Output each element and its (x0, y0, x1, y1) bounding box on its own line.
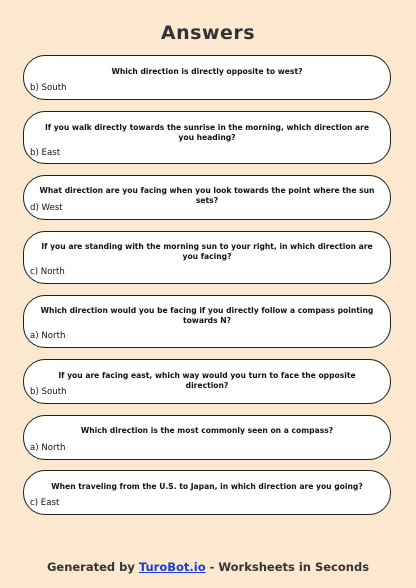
question-text: Which direction is the most commonly seen on a compass? (80, 426, 334, 435)
answer-card-6 (23, 359, 391, 404)
question-text: Which direction would you be facing if you directly follow a compass pointing towards N? (40, 306, 374, 325)
footer-suffix: - Worksheets in Seconds (205, 560, 370, 574)
answer-card-3 (23, 175, 391, 220)
answer-text: c) North (30, 267, 65, 277)
question-text: Which direction is directly opposite to west? (111, 67, 303, 76)
answer-card-5 (23, 295, 391, 348)
footer-prefix: Generated by (46, 560, 139, 574)
answer-card-7 (23, 415, 391, 460)
answer-text: d) West (30, 203, 63, 213)
answer-card-4 (23, 231, 391, 284)
answer-text: b) South (30, 387, 67, 397)
question-text: When traveling from the U.S. to Japan, in which direction are you going? (51, 482, 363, 491)
footer (0, 560, 416, 574)
answer-text: b) East (30, 148, 61, 158)
question-text: If you are facing east, which way would you turn to face the opposite direction? (58, 371, 356, 390)
question-text: What direction are you facing when you look towards the point where the sun sets? (39, 186, 375, 205)
answer-text: b) South (30, 83, 67, 93)
page-title: Answers (160, 22, 256, 44)
question-text: If you are standing with the morning sun to your right, in which direction are you facing? (41, 242, 373, 261)
turobot-link[interactable]: TuroBot.io (138, 560, 206, 574)
answer-card-2 (23, 111, 391, 164)
answer-text: c) East (30, 498, 60, 508)
question-text: If you walk directly towards the sunrise in the morning, which direction are you heading? (44, 123, 370, 142)
answer-card-1 (23, 55, 391, 100)
answer-text: a) North (30, 331, 66, 341)
answer-card-8 (23, 470, 391, 515)
answer-text: a) North (30, 443, 66, 453)
